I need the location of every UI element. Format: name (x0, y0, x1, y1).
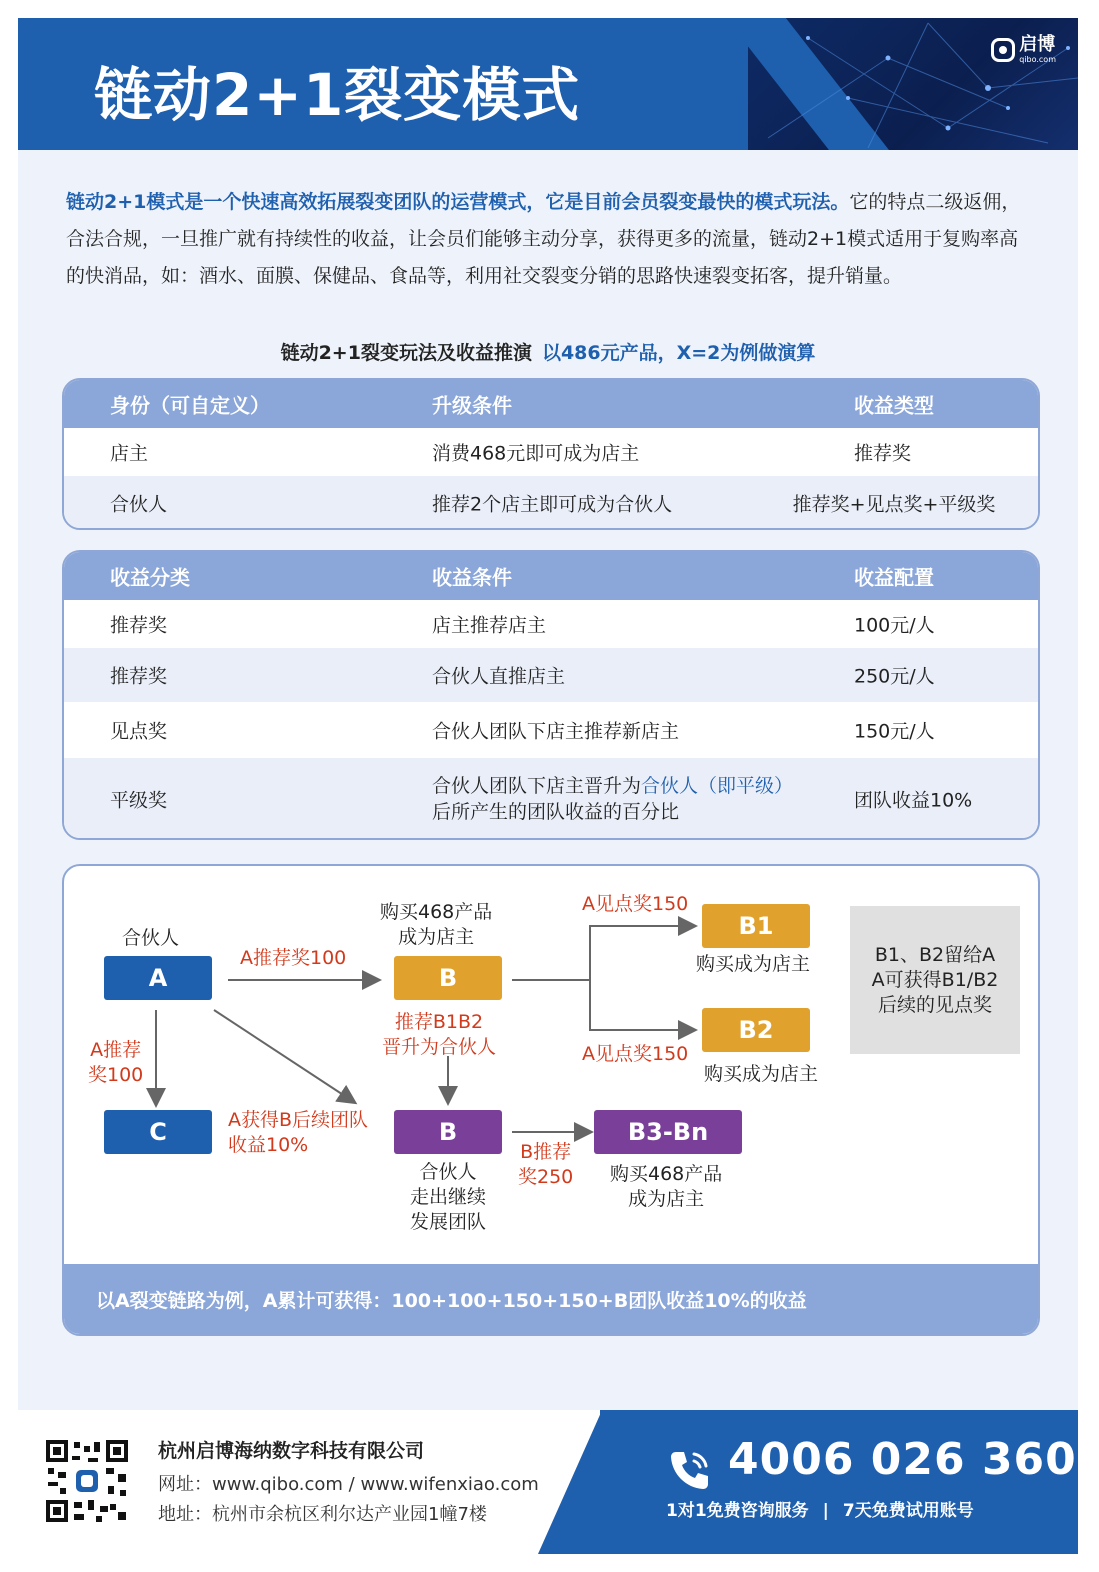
brand-logo (991, 36, 1056, 64)
intro-body: 它的特点二级返佣，合法合规，一旦推广就有持续性的收益，让会员们能够主动分享，获得更多的流量，链动2+1模式适用于复购率高的快消品，如：酒水、面膜、保健品、食品等，利用社交裂变分销的思路快速裂变拓客，提升销量。 (66, 191, 1021, 287)
label-b-partner: 合伙人 走出继续 发展团队 (410, 1161, 487, 1233)
table-header: 身份（可自定义） 升级条件 收益类型 (64, 380, 1038, 428)
poster (18, 18, 1078, 1554)
label-b3-buy: 购买468产品 成为店主 (610, 1163, 723, 1210)
service-info: 1对1免费咨询服务 | 7天免费试用账号 (666, 1501, 974, 1521)
identity-table (62, 378, 1040, 530)
header-banner (18, 18, 1078, 150)
logo-domain: qibo.com (1019, 55, 1056, 64)
logo-name: 启博 (1019, 34, 1056, 55)
website-text: 网址：www.qibo.com / www.wifenxiao.com (158, 1474, 539, 1495)
table-row: 平级奖 合伙人团队下店主晋升为合伙人（即平级） 后所产生的团队收益的百分比 团队收益10% (64, 758, 1038, 840)
subtitle-highlight: 以486元产品，X=2为例做演算 (541, 342, 816, 364)
node-a: A (104, 956, 212, 1000)
node-b-shopkeeper: B (394, 956, 502, 1000)
node-b2: B2 (702, 1008, 810, 1052)
partner-label: 合伙人 (122, 927, 180, 949)
flow-diagram (62, 864, 1040, 1336)
label-a-view-bottom: A见点奖150 (582, 1043, 689, 1065)
table-row: 推荐奖 合伙人直推店主 250元/人 (64, 648, 1038, 702)
node-b1: B1 (702, 904, 810, 948)
table-header: 收益分类 收益条件 收益配置 (64, 552, 1038, 600)
node-c: C (104, 1110, 212, 1154)
diagram-summary: 以A裂变链路为例，A累计可获得：100+100+150+150+B团队收益10%的收益 (64, 1264, 1040, 1334)
hotline-number[interactable]: 4006 026 360 (728, 1434, 1077, 1485)
label-b2: 购买成为店主 (704, 1063, 819, 1085)
chat-bubble-icon (991, 38, 1015, 62)
intro-paragraph (66, 184, 1034, 295)
note-box: B1、B2留给A A可获得B1/B2 后续的见点奖 (850, 906, 1020, 1054)
label-b1: 购买成为店主 (696, 953, 811, 975)
phone-icon (666, 1446, 714, 1494)
node-b-partner: B (394, 1110, 502, 1154)
table-row: 店主 消费468元即可成为店主 推荐奖 (110, 442, 912, 465)
label-a-referral-100: A推荐奖100 (240, 947, 347, 969)
intro-highlight: 链动2+1模式是一个快速高效拓展裂变团队的运营模式，它是目前会员裂变最快的模式玩法。 (66, 191, 850, 213)
label-a-view-top: A见点奖150 (582, 893, 689, 915)
label-b-referral-250: B推荐 奖250 (518, 1141, 574, 1188)
label-a-left-referral: A推荐 奖100 (88, 1039, 144, 1086)
section-subtitle: 链动2+1裂变玩法及收益推演 以486元产品，X=2为例做演算 (280, 342, 816, 364)
page-title: 链动2+1裂变模式 (94, 61, 581, 129)
table-row: 推荐奖 店主推荐店主 100元/人 (110, 614, 935, 637)
table-row: 合伙人 推荐2个店主即可成为合伙人 推荐奖+见点奖+平级奖 (64, 476, 1038, 530)
qr-code-icon (44, 1438, 130, 1524)
label-b-buy: 购买468产品 成为店主 (380, 901, 493, 948)
label-b-promote: 推荐B1B2 晋升为合伙人 (382, 1011, 497, 1058)
label-a-gets: A获得B后续团队 收益10% (228, 1109, 369, 1156)
company-name: 杭州启博海纳数字科技有限公司 (158, 1440, 425, 1462)
node-b3-bn: B3-Bn (594, 1110, 742, 1154)
earnings-table (62, 550, 1040, 840)
address-text: 地址：杭州市余杭区利尔达产业园1幢7楼 (158, 1504, 487, 1525)
table-row: 见点奖 合伙人团队下店主推荐新店主 150元/人 (110, 720, 935, 743)
